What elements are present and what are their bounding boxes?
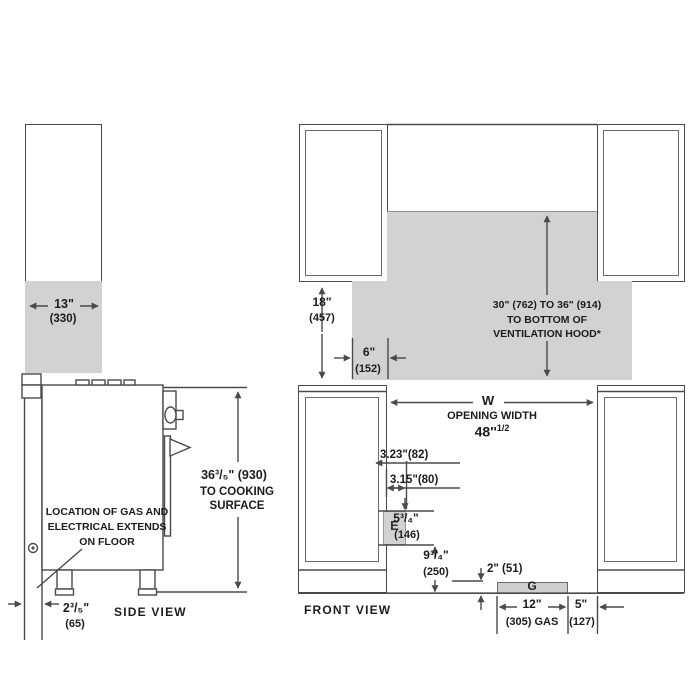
dim-gas-width-value: 12" [522, 597, 542, 611]
gas-box-label: G [527, 579, 537, 593]
gas-note-line2: ELECTRICAL EXTENDS [47, 521, 167, 533]
dim-gas-height [452, 568, 483, 610]
dim-gas-height: 2" (51) [487, 563, 523, 575]
dim-hood-line3: VENTILATION HOOD* [493, 328, 601, 340]
door-handle [165, 436, 191, 536]
dim-e-to-floor-value: 9³/₄" [423, 548, 449, 562]
dim-gas-width-metric: (305) GAS [505, 616, 559, 628]
front-view-label: FRONT VIEW [304, 603, 392, 617]
electrical-box-label: E [390, 518, 399, 533]
dim-back-clearance-value: 2³/₅" [62, 601, 90, 615]
dim-upper-cabinet-metric: (457) [309, 312, 335, 324]
dim-height-line3: SURFACE [209, 500, 265, 512]
dim-e-height-value: 5³/₄" [393, 511, 419, 525]
dim-gas-side-value: 5" [574, 597, 588, 611]
opening-width-symbol: W [481, 393, 495, 408]
dim-electrical-1: 3.23"(82) [380, 449, 429, 461]
dim-e-height-metric: (146) [394, 529, 420, 541]
dim-hood-line1: 30" (762) TO 36" (914) [492, 299, 602, 311]
opening-width-value: $48''^{1/2}$ [474, 423, 510, 440]
dim-cabinet-depth-metric: (330) [49, 313, 77, 325]
gas-note-line3: ON FLOOR [79, 536, 135, 548]
dim-gas-side-metric: (127) [569, 616, 595, 628]
opening-width-label: OPENING WIDTH [447, 410, 537, 422]
gas-note-line1: LOCATION OF GAS AND [45, 506, 169, 518]
dim-e-to-floor-metric: (250) [423, 566, 449, 578]
opening-width-fraction: 1/2 [496, 423, 510, 433]
front-view-structure [298, 125, 684, 594]
dim-upper-cabinet-value: 18" [312, 295, 332, 309]
side-view-label: SIDE VIEW [114, 605, 187, 619]
dim-cabinet-depth-value: 13" [54, 297, 74, 311]
dim-height-line2: TO COOKING [200, 486, 274, 498]
dim-height-line1: 36³/₅" (930) [201, 468, 267, 482]
dim-side-clearance-metric: (152) [355, 363, 381, 375]
dim-electrical-2: 3.15"(80) [390, 474, 439, 486]
dim-side-clearance-value: 6" [362, 345, 376, 359]
control-knob [163, 391, 183, 429]
dim-back-clearance-metric: (65) [65, 618, 85, 630]
dim-hood-line2: TO BOTTOM OF [506, 314, 588, 326]
